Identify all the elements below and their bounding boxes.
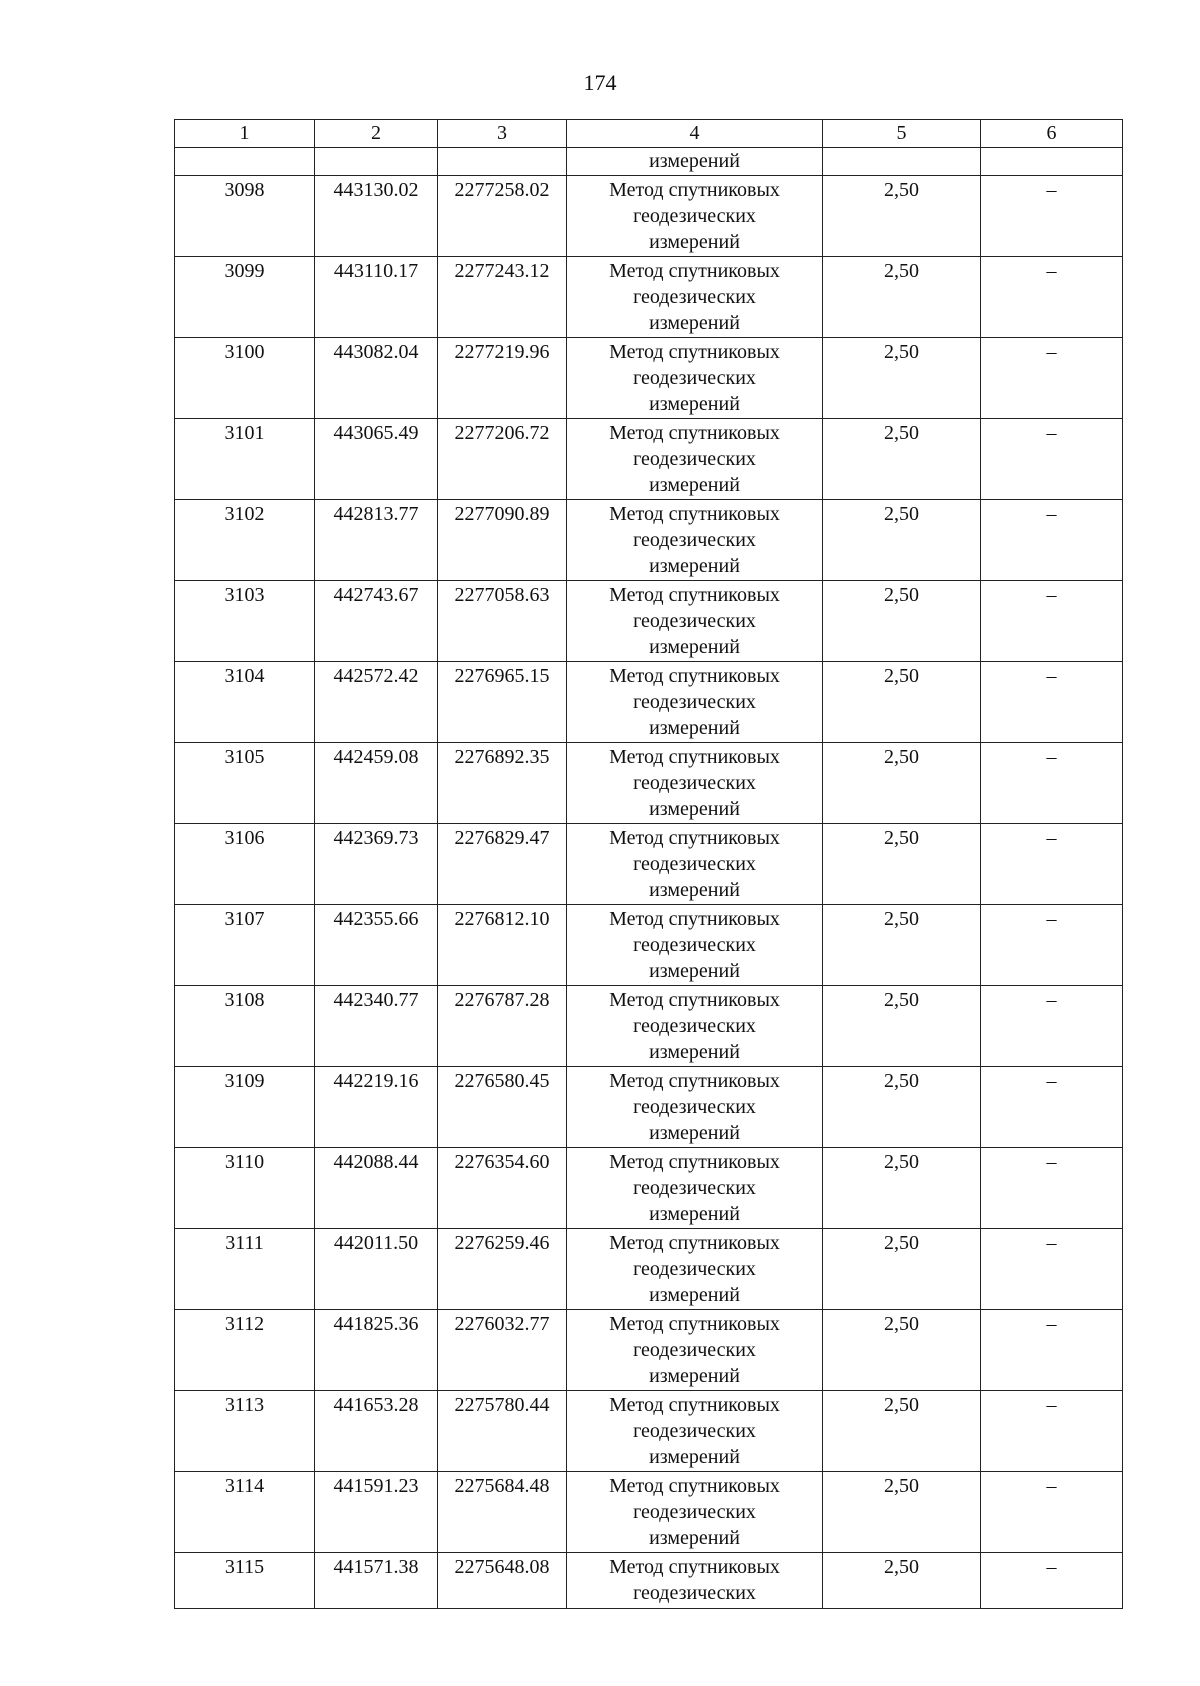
method-line: геодезических (633, 610, 756, 632)
column-header: 3 (438, 120, 567, 148)
method-line: геодезических (633, 448, 756, 470)
method-cell (567, 986, 823, 1067)
method-cell (567, 1067, 823, 1148)
column-header: 4 (567, 120, 823, 148)
method-line: измерений (649, 798, 740, 820)
point-number: 3098 (175, 176, 315, 257)
method-line: Метод спутниковых (609, 1232, 780, 1254)
point-number: 3110 (175, 1148, 315, 1229)
point-number: 3112 (175, 1310, 315, 1391)
method-line: Метод спутниковых (609, 1556, 780, 1578)
method-cell (567, 1229, 823, 1310)
method-line: измерений (649, 1365, 740, 1387)
point-number: 3111 (175, 1229, 315, 1310)
note-value: – (981, 176, 1123, 257)
method-line: Метод спутниковых (609, 260, 780, 282)
coordinate-y: 2276354.60 (438, 1148, 567, 1229)
accuracy-value: 2,50 (823, 1391, 981, 1472)
coordinate-y: 2275780.44 (438, 1391, 567, 1472)
accuracy-value: 2,50 (823, 419, 981, 500)
method-line: измерений (649, 1527, 740, 1549)
method-line: Метод спутниковых (609, 1151, 780, 1173)
coordinate-y: 2276580.45 (438, 1067, 567, 1148)
method-line: Метод спутниковых (609, 989, 780, 1011)
note-value: – (981, 905, 1123, 986)
method-line: измерений (649, 717, 740, 739)
note-value: – (981, 419, 1123, 500)
method-line: геодезических (633, 853, 756, 875)
table-row (175, 662, 1123, 743)
point-number: 3104 (175, 662, 315, 743)
table-row (175, 824, 1123, 905)
accuracy-value: 2,50 (823, 743, 981, 824)
method-line: измерений (649, 393, 740, 415)
table-row (175, 176, 1123, 257)
method-line: геодезических (633, 1582, 756, 1604)
column-header: 2 (315, 120, 438, 148)
point-number: 3108 (175, 986, 315, 1067)
coordinate-y: 2277090.89 (438, 500, 567, 581)
method-cell (567, 581, 823, 662)
continuation-text: измерений (567, 148, 823, 176)
method-line: измерений (649, 1284, 740, 1306)
method-line: измерений (649, 960, 740, 982)
accuracy-value: 2,50 (823, 257, 981, 338)
table-row (175, 500, 1123, 581)
coordinate-x: 443082.04 (315, 338, 438, 419)
point-number: 3115 (175, 1553, 315, 1609)
method-line: Метод спутниковых (609, 584, 780, 606)
method-cell (567, 338, 823, 419)
method-line: геодезических (633, 286, 756, 308)
coordinate-x: 443065.49 (315, 419, 438, 500)
point-number: 3113 (175, 1391, 315, 1472)
method-line: измерений (649, 1203, 740, 1225)
coordinate-x: 442088.44 (315, 1148, 438, 1229)
coordinate-y: 2276812.10 (438, 905, 567, 986)
table-row (175, 905, 1123, 986)
coordinate-y: 2276032.77 (438, 1310, 567, 1391)
table-row (175, 1553, 1123, 1609)
method-line: Метод спутниковых (609, 1070, 780, 1092)
coordinate-y: 2276892.35 (438, 743, 567, 824)
table-row (175, 743, 1123, 824)
method-line: измерений (649, 555, 740, 577)
accuracy-value: 2,50 (823, 581, 981, 662)
column-header: 1 (175, 120, 315, 148)
note-value: – (981, 986, 1123, 1067)
accuracy-value: 2,50 (823, 986, 981, 1067)
coordinate-x: 442340.77 (315, 986, 438, 1067)
coordinate-x: 443110.17 (315, 257, 438, 338)
method-cell (567, 662, 823, 743)
method-cell (567, 500, 823, 581)
accuracy-value: 2,50 (823, 1310, 981, 1391)
accuracy-value: 2,50 (823, 1148, 981, 1229)
point-number: 3109 (175, 1067, 315, 1148)
table-row (175, 581, 1123, 662)
method-line: Метод спутниковых (609, 1313, 780, 1335)
table-row (175, 1148, 1123, 1229)
table-row (175, 338, 1123, 419)
coordinate-x: 441571.38 (315, 1553, 438, 1609)
continuation-row (175, 148, 1123, 176)
method-line: геодезических (633, 529, 756, 551)
method-cell (567, 1472, 823, 1553)
coordinate-y: 2277219.96 (438, 338, 567, 419)
method-line: геодезических (633, 367, 756, 389)
table-row (175, 1067, 1123, 1148)
method-cell (567, 905, 823, 986)
coordinate-x: 441825.36 (315, 1310, 438, 1391)
table-row (175, 1391, 1123, 1472)
coordinate-x: 441591.23 (315, 1472, 438, 1553)
method-cell (567, 176, 823, 257)
method-line: измерений (649, 312, 740, 334)
method-cell (567, 824, 823, 905)
accuracy-value: 2,50 (823, 500, 981, 581)
note-value: – (981, 824, 1123, 905)
table-row (175, 257, 1123, 338)
note-value: – (981, 1472, 1123, 1553)
note-value: – (981, 1148, 1123, 1229)
accuracy-value: 2,50 (823, 1472, 981, 1553)
accuracy-value: 2,50 (823, 176, 981, 257)
method-line: измерений (649, 1122, 740, 1144)
accuracy-value: 2,50 (823, 1229, 981, 1310)
method-line: геодезических (633, 934, 756, 956)
note-value: – (981, 257, 1123, 338)
method-line: Метод спутниковых (609, 422, 780, 444)
note-value: – (981, 500, 1123, 581)
point-number: 3106 (175, 824, 315, 905)
coordinate-x: 442219.16 (315, 1067, 438, 1148)
method-line: геодезических (633, 1339, 756, 1361)
note-value: – (981, 1310, 1123, 1391)
method-line: геодезических (633, 691, 756, 713)
method-cell (567, 419, 823, 500)
method-line: геодезических (633, 1501, 756, 1523)
coordinate-x: 442355.66 (315, 905, 438, 986)
coordinate-y: 2277058.63 (438, 581, 567, 662)
accuracy-value: 2,50 (823, 1067, 981, 1148)
accuracy-value: 2,50 (823, 662, 981, 743)
method-line: измерений (649, 636, 740, 658)
method-line: Метод спутниковых (609, 341, 780, 363)
method-line: Метод спутниковых (609, 746, 780, 768)
method-cell (567, 743, 823, 824)
table-row (175, 1310, 1123, 1391)
method-cell (567, 257, 823, 338)
coordinate-y: 2277206.72 (438, 419, 567, 500)
method-line: Метод спутниковых (609, 1475, 780, 1497)
point-number: 3105 (175, 743, 315, 824)
coordinates-table (174, 119, 1123, 1609)
method-line: геодезических (633, 1096, 756, 1118)
method-line: Метод спутниковых (609, 503, 780, 525)
note-value: – (981, 581, 1123, 662)
point-number: 3100 (175, 338, 315, 419)
coordinate-y: 2276965.15 (438, 662, 567, 743)
note-value: – (981, 1553, 1123, 1609)
note-value: – (981, 1391, 1123, 1472)
method-line: геодезических (633, 772, 756, 794)
method-line: Метод спутниковых (609, 1394, 780, 1416)
coordinate-y: 2275684.48 (438, 1472, 567, 1553)
header-row (175, 120, 1123, 148)
note-value: – (981, 662, 1123, 743)
method-line: Метод спутниковых (609, 827, 780, 849)
method-line: геодезических (633, 1258, 756, 1280)
point-number: 3114 (175, 1472, 315, 1553)
method-line: измерений (649, 231, 740, 253)
note-value: – (981, 743, 1123, 824)
method-line: измерений (649, 879, 740, 901)
coordinate-y: 2276829.47 (438, 824, 567, 905)
coordinate-x: 442369.73 (315, 824, 438, 905)
method-line: геодезических (633, 1177, 756, 1199)
method-line: измерений (649, 1446, 740, 1468)
point-number: 3099 (175, 257, 315, 338)
table-row (175, 1472, 1123, 1553)
method-line: измерений (649, 1041, 740, 1063)
method-line: Метод спутниковых (609, 665, 780, 687)
coordinate-y: 2277243.12 (438, 257, 567, 338)
point-number: 3107 (175, 905, 315, 986)
column-header: 5 (823, 120, 981, 148)
accuracy-value: 2,50 (823, 824, 981, 905)
note-value: – (981, 338, 1123, 419)
page-number: 174 (583, 70, 617, 95)
method-line: Метод спутниковых (609, 908, 780, 930)
coordinate-x: 442572.42 (315, 662, 438, 743)
method-cell (567, 1553, 823, 1609)
coordinate-x: 443130.02 (315, 176, 438, 257)
coordinate-x: 442813.77 (315, 500, 438, 581)
accuracy-value: 2,50 (823, 905, 981, 986)
coordinate-x: 441653.28 (315, 1391, 438, 1472)
method-line: геодезических (633, 205, 756, 227)
note-value: – (981, 1067, 1123, 1148)
method-line: геодезических (633, 1420, 756, 1442)
column-header: 6 (981, 120, 1123, 148)
point-number: 3101 (175, 419, 315, 500)
method-cell (567, 1310, 823, 1391)
table-row (175, 419, 1123, 500)
coordinate-x: 442459.08 (315, 743, 438, 824)
coordinate-y: 2277258.02 (438, 176, 567, 257)
coordinate-y: 2276787.28 (438, 986, 567, 1067)
accuracy-value: 2,50 (823, 1553, 981, 1609)
point-number: 3103 (175, 581, 315, 662)
method-line: геодезических (633, 1015, 756, 1037)
table-row (175, 1229, 1123, 1310)
table-row (175, 986, 1123, 1067)
method-line: Метод спутниковых (609, 179, 780, 201)
point-number: 3102 (175, 500, 315, 581)
method-cell (567, 1148, 823, 1229)
coordinate-x: 442011.50 (315, 1229, 438, 1310)
coordinate-y: 2275648.08 (438, 1553, 567, 1609)
accuracy-value: 2,50 (823, 338, 981, 419)
coordinate-x: 442743.67 (315, 581, 438, 662)
coordinate-y: 2276259.46 (438, 1229, 567, 1310)
method-line: измерений (649, 474, 740, 496)
note-value: – (981, 1229, 1123, 1310)
method-cell (567, 1391, 823, 1472)
